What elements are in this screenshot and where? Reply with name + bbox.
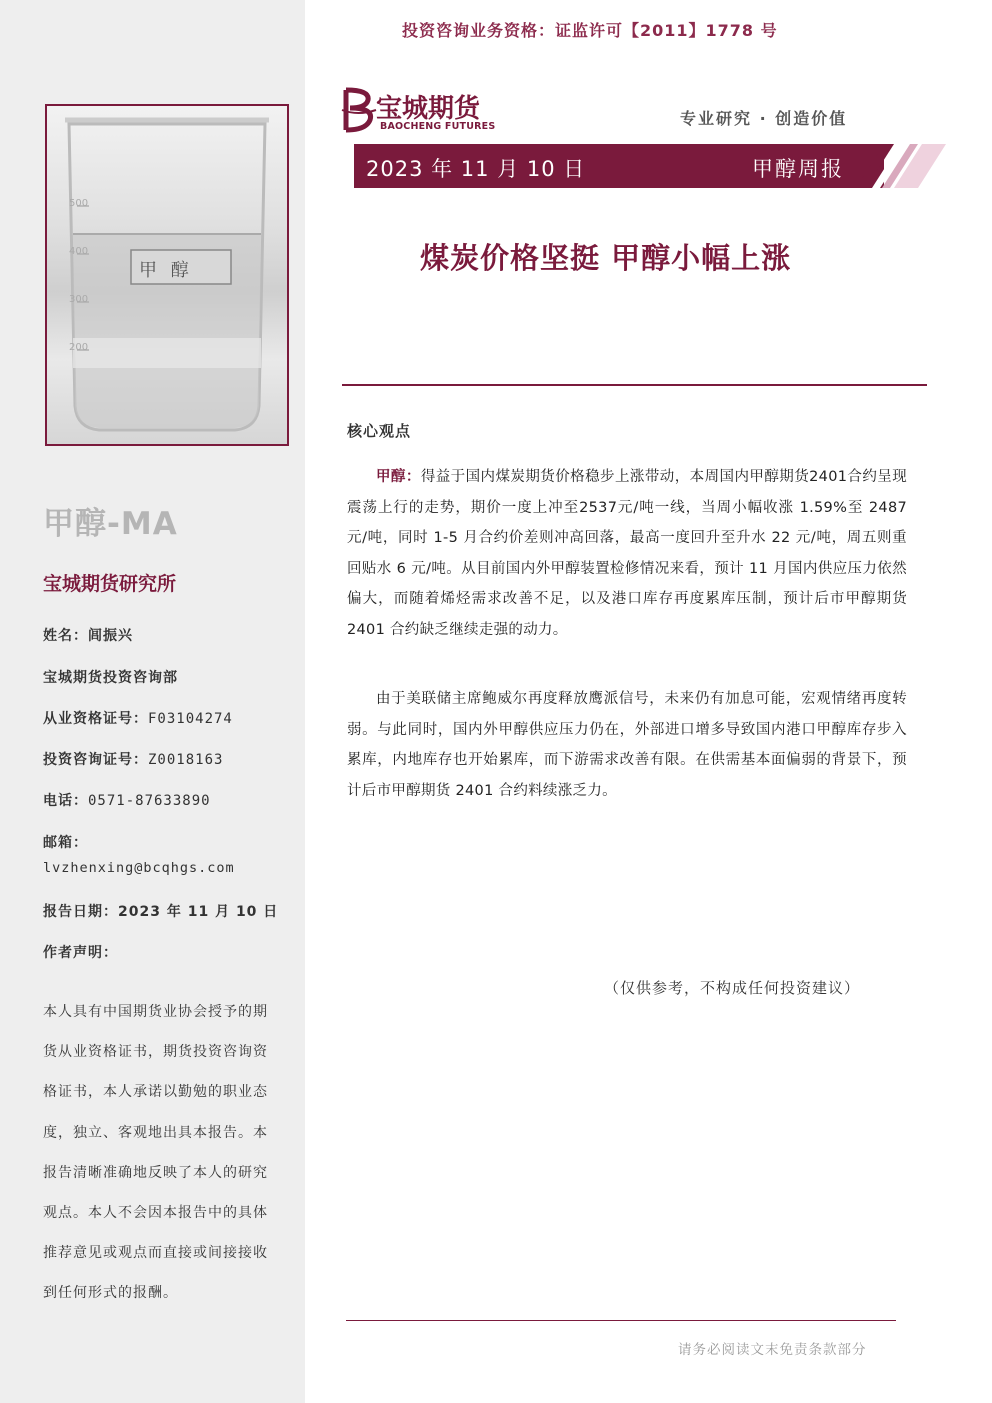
- company-logo: [340, 86, 510, 136]
- methanol-beaker-photo: [45, 104, 289, 446]
- paragraph-1-text: 得益于国内煤炭期货价格稳步上涨带动，本周国内甲醇期货2401合约呈现震荡上行的走势，期价一度上冲至2537元/吨一线，当周小幅收涨 1.59%至 2487 元/吨，同时 1-5 月合约价差则冲高回落，最高一度回升至升水 22 元/吨，周五则重回贴水 6 元/吨。从目前国内外甲醇装置检修情况来看，预计 11 月国内供应压力依然偏大，而随着烯烃需求改善不足，以及港口库存再度累库压制，预计后市甲醇期货 2401 合约缺乏继续走强的动力。: [347, 469, 907, 638]
- logo-cn: 宝城期货: [376, 94, 481, 124]
- consult-number: 投资咨询证号：Z0018163: [43, 752, 224, 768]
- scale-mark: 200: [69, 342, 89, 353]
- banner-stripes: [856, 144, 946, 188]
- logo-b-icon: [340, 86, 378, 134]
- divider: [342, 384, 927, 386]
- paragraph-2: 由于美联储主席鲍威尔再度释放鹰派信号，未来仍有加息可能，宏观情绪再度转弱。与此同时，国内外甲醇供应压力仍在，外部进口增多导致国内港口甲醇库存步入累库，内地库存也开始累库，而下游需求改善有限。在供需基本面偏弱的背景下，预计后市甲醇期货 2401 合约料续涨乏力。: [347, 691, 907, 799]
- headline: 煤炭价格坚挺 甲醇小幅上涨: [420, 241, 792, 275]
- analyst-name: 姓名：闾振兴: [43, 628, 133, 644]
- beaker-label: 甲 醇: [139, 260, 193, 281]
- scale-mark: 400: [69, 246, 89, 257]
- scale-mark: 300: [69, 294, 89, 305]
- statement-label: 作者声明：: [43, 945, 118, 961]
- footer-note: 请务必阅读文末免责条款部分: [678, 1342, 867, 1358]
- report-date: 报告日期：2023 年 11 月 10 日: [43, 904, 279, 920]
- department: 宝城期货投资咨询部: [43, 670, 178, 686]
- paragraph-1: [347, 462, 907, 645]
- logo-en: BAOCHENG FUTURES: [380, 121, 496, 132]
- report-type: 甲醇周报: [752, 157, 844, 181]
- scale-mark: 500: [69, 198, 89, 209]
- product-code: 甲醇-MA: [43, 506, 178, 542]
- email-label: 邮箱：: [43, 835, 88, 851]
- report-date-banner: 2023 年 11 月 10 日: [366, 157, 586, 181]
- qualification-number: 从业资格证号：F03104274: [43, 711, 233, 727]
- author-statement: 本人具有中国期货业协会授予的期货从业资格证书，期货投资咨询资格证书，本人承诺以勤勉的职业态度，独立、客观地出具本报告。本报告清晰准确地反映了本人的研究观点。本人不会因本报告中的具体推荐意见或观点而直接或间接接收到任何形式的报酬。: [43, 1004, 268, 1302]
- disclaimer: （仅供参考，不构成任何投资建议）: [604, 979, 861, 997]
- email-link[interactable]: lvzhenxing@bcqhgs.com: [43, 860, 235, 876]
- paragraph-lead: 甲醇：: [376, 469, 421, 485]
- section-title: 核心观点: [347, 422, 412, 440]
- footer-divider: [346, 1320, 896, 1321]
- slogan: 专业研究 · 创造价值: [680, 109, 848, 128]
- phone: 电话：0571-87633890: [43, 793, 211, 809]
- institute-name: 宝城期货研究所: [43, 573, 177, 595]
- license-line: 投资咨询业务资格：证监许可【2011】1778 号: [402, 21, 778, 40]
